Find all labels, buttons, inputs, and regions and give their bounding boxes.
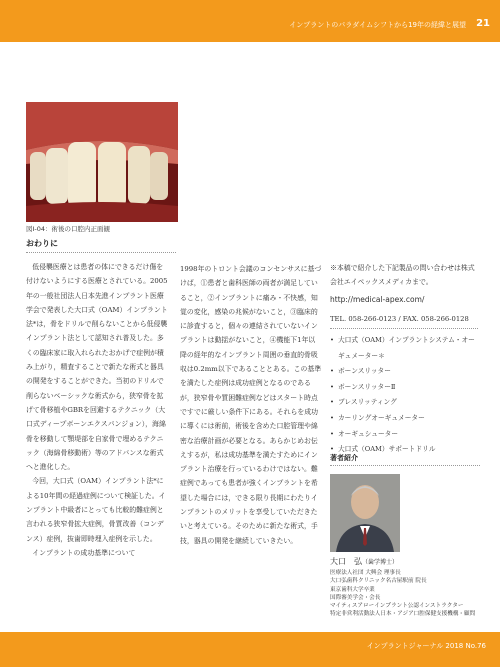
author-portrait-illustration — [330, 474, 400, 552]
figure-caption: 図Ⅰ-04：術後の口腔内正面観 — [26, 225, 111, 233]
product-item: • 大口式（OAM）サポートドリル — [330, 442, 478, 458]
header-title: インプラントのパラダイムシフトから19年の経緯と展望 — [289, 21, 466, 29]
author-heading: 著者紹介 — [330, 453, 480, 466]
author-bio — [330, 569, 490, 619]
bio-line: 医療法人社団 大興会 理事長 — [330, 570, 401, 576]
clinical-photo — [26, 102, 178, 222]
bio-line: 特定非営利活動法人日本・アジア口腔保健支援機構・顧問 — [330, 611, 476, 618]
bio-line: マイティスアローインプラント公認インストラクター — [330, 603, 464, 610]
contact-tel-fax: TEL. 058-266-0123 / FAX. 058-266-0128 — [330, 313, 478, 330]
product-list — [330, 333, 478, 458]
sidebar-info — [330, 262, 478, 458]
bio-line: 東京歯科大学卒業 — [330, 586, 375, 593]
body-paragraph: 今回，大口式（OAM）インプラント法*による10年間の経過症例について検証した。インプラント中級者にとっても比較的難症例と言われる狭窄骨拡大症例，骨質改善（コンデンス）症例，抜歯即時埋入症例を示した。 — [26, 477, 166, 543]
product-item: • 大口式（OAM）インプラントシステム・オーギュメーター＊ — [330, 333, 478, 364]
product-item: • ブレスリッティング — [330, 395, 478, 411]
product-item: • カーリングオーギュメーター — [330, 411, 478, 427]
bio-line: 国際審美学会・会長 — [330, 594, 381, 601]
company-url[interactable]: http://medical-apex.com/ — [330, 295, 425, 304]
body-column-1 — [26, 260, 168, 560]
inquiry-note: ※本稿で紹介した下記製品の問い合わせは株式会社エイペックスメディカまで。 — [330, 264, 475, 286]
body-column-2 — [180, 262, 322, 548]
bio-line: 大口弘歯科クリニック名古屋駅前 院長 — [330, 578, 427, 585]
author-name-text: 大口 弘 — [330, 557, 362, 566]
body-paragraph: 1998年のトロント会議のコンセンサスに基づけば，①患者と歯科医師の両者が満足していること，②インプラントに痛み・不快感，知覚の変化，感染の兆候がないこと，③臨床的に診査すると，個々の連結されていないインプラントは動揺がないこと，④機能下1年以降の経年的なインプラント周囲の垂直的骨吸収は0.2mm以下であることとある。この基準を満たした症例は成功症例となるのであるが，狭窄骨や質困難症例などはスタート時点ですでに厳しい条件下にある。それらを成功に導くには術前，術後を含めた口腔管理や綿密な治療計画が必要となる。あらかじめお伝えするが，私は成功基準を満たすためにインプラント治療を行っているわけではない。難症例であっても患者が強くインプラントを希望した場合には，できる限り長期にわたりインプラントのメリットを享受していただきたいと考えている。そのために新たな術式，手技，器具の開発を継続していきたい。 — [180, 265, 322, 545]
body-paragraph: 低侵襲医療とは患者の体にできるだけ傷を付けないようにする医療とされている。2005年の一般社団法人日本先進インプラント医療学会で発表した大口式（OAM）インプラント法*は，骨をドリルで削らないことから低侵襲インプラント法として認知され普及した。多くの臨床家に取入れられたおかげで症例が積み上がり，精査することで新たな術式と器具の開発をすることができた。当初のドリルで削らないベーシックな術式から，狭窄骨を拡げて骨移植やGBRを回避するテクニック（大口式ディープボーンエクスパンジョン），海綿骨を移動して顎堤部を自家骨で埋めるテクニック（海綿骨移動術）等のアドバンスな術式へと進化した。 — [26, 263, 168, 472]
product-item: • オーギュシューター — [330, 427, 478, 443]
page-number: 21 — [476, 18, 490, 29]
body-paragraph: インプラントの成功基準について — [32, 548, 136, 557]
product-item: • ボーンスリッターⅡ — [330, 380, 478, 396]
teeth-illustration — [26, 102, 178, 222]
author-name — [330, 556, 398, 567]
author-degree: （歯学博士） — [362, 559, 399, 566]
author-photo — [330, 474, 400, 552]
footer-text: インプラントジャーナル 2018 No.76 — [366, 642, 486, 650]
product-item: • ボーンスリッター — [330, 364, 478, 380]
section-heading: おわりに — [26, 238, 176, 253]
